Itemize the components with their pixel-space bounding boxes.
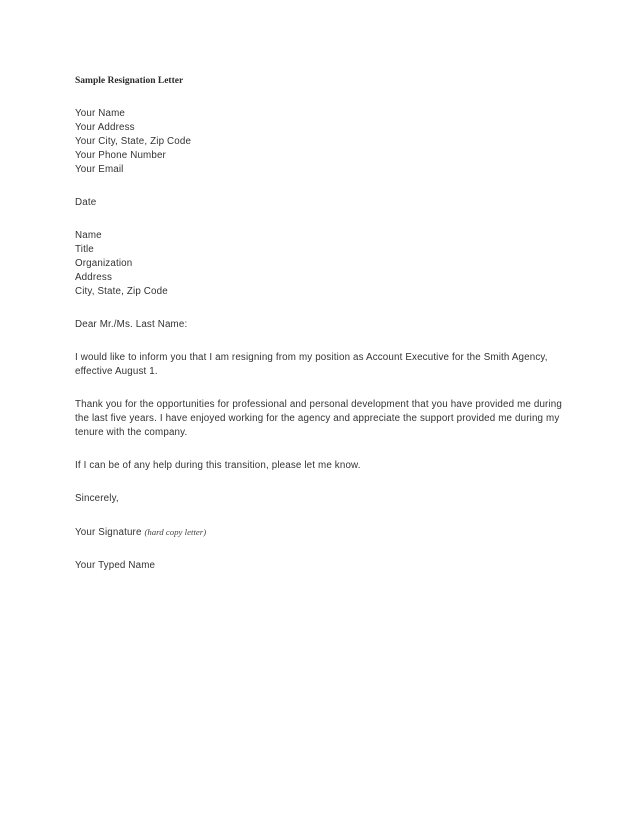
signature-label: Your Signature	[75, 527, 142, 538]
sender-address: Your Address	[75, 122, 135, 133]
recipient-organization: Organization	[75, 258, 133, 269]
recipient-block	[75, 229, 565, 299]
body-paragraph-1: I would like to inform you that I am resigning from my position as Account Executive for the Smith Agency, effective August 1.	[75, 352, 548, 377]
closing: Sincerely,	[75, 493, 119, 504]
recipient-title: Title	[75, 244, 94, 255]
sender-phone: Your Phone Number	[75, 150, 166, 161]
body-paragraph-3: If I can be of any help during this transition, please let me know.	[75, 460, 361, 471]
resignation-letter	[75, 74, 565, 592]
letter-date: Date	[75, 197, 97, 208]
sender-block	[75, 107, 565, 177]
sender-city-state-zip: Your City, State, Zip Code	[75, 136, 192, 147]
recipient-address: Address	[75, 272, 112, 283]
salutation: Dear Mr./Ms. Last Name:	[75, 319, 188, 330]
document-title: Sample Resignation Letter	[75, 76, 184, 86]
body-paragraph-2: Thank you for the opportunities for professional and personal development that you have provided me during the last five years. I have enjoyed working for the agency and appreciate the support provided me during my tenure with the company.	[75, 399, 562, 438]
typed-name: Your Typed Name	[75, 560, 156, 571]
recipient-city-state-zip: City, State, Zip Code	[75, 286, 168, 297]
sender-email: Your Email	[75, 164, 124, 175]
signature-line	[75, 525, 565, 540]
signature-note: (hard copy letter)	[144, 527, 207, 537]
recipient-name: Name	[75, 230, 102, 241]
date-block	[75, 196, 565, 210]
sender-name: Your Name	[75, 108, 125, 119]
